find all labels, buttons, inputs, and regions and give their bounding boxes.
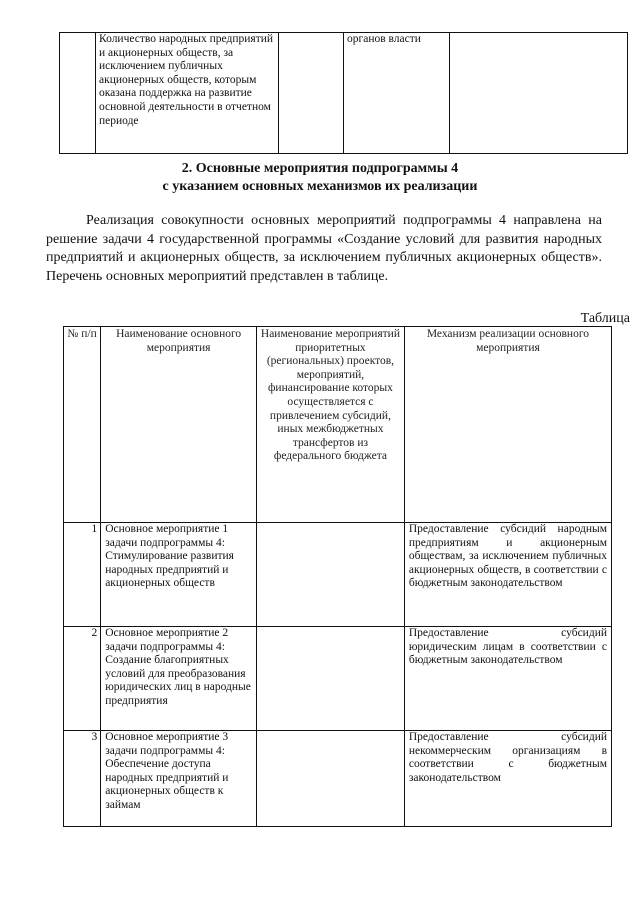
row-projects xyxy=(257,627,405,731)
row-number: 3 xyxy=(64,731,101,827)
table-cell-unit xyxy=(279,33,344,154)
row-mechanism: Предоставление субсидий некоммерческим организациям в соответствии с бюджетным законодательством xyxy=(404,731,611,827)
table-header-row xyxy=(64,327,612,523)
section-heading xyxy=(0,160,640,196)
row-name: Основное мероприятие 3 задачи подпрограммы 4: Обеспечение доступа народных предприятий и акционерных обществ к займам xyxy=(101,731,257,827)
header-projects: Наименование мероприятий приоритетных (региональных) проектов, мероприятий, финансирование которых осуществляется с привлечением субсидий, иных межбюджетных трансфертов из федерального бюджета xyxy=(257,327,405,523)
row-name: Основное мероприятие 1 задачи подпрограммы 4: Стимулирование развития народных предприятий и акционерных обществ xyxy=(101,523,257,627)
table-row xyxy=(60,33,628,154)
section-heading-line-1: 2. Основные мероприятия подпрограммы 4 xyxy=(181,161,459,176)
table-row xyxy=(64,523,612,627)
main-activities-table xyxy=(63,326,612,827)
table-row xyxy=(64,627,612,731)
body-paragraph: Реализация совокупности основных мероприятий подпрограммы 4 направлена на решение задачи 4 государственной программы «Создание условий для развития народных предприятий и акционерных обществ, за исключением публичных акционерных обществ». Перечень основных мероприятий представлен в таблице. xyxy=(46,213,602,284)
table-cell-note xyxy=(450,33,628,154)
header-mechanism: Механизм реализации основного мероприятия xyxy=(404,327,611,523)
row-mechanism: Предоставление субсидий юридическим лицам в соответствии с бюджетным законодательством xyxy=(404,627,611,731)
table-row xyxy=(64,731,612,827)
table-caption: Таблица xyxy=(580,311,630,326)
header-number: № п/п xyxy=(64,327,101,523)
row-projects xyxy=(257,731,405,827)
row-mechanism: Предоставление субсидий народным предприятиям и акционерным обществам, за исключением публичных акционерных обществ, в соответствии с бюджетным законодательством xyxy=(404,523,611,627)
row-number: 1 xyxy=(64,523,101,627)
row-number: 2 xyxy=(64,627,101,731)
row-name: Основное мероприятие 2 задачи подпрограммы 4: Создание благоприятных условий для преобразования юридических лиц в народные предприятия xyxy=(101,627,257,731)
header-name: Наименование основного мероприятия xyxy=(101,327,257,523)
table-cell-number xyxy=(60,33,96,154)
table-cell-indicator: Количество народных предприятий и акционерных обществ, за исключением публичных акционерных обществ, которым оказана поддержка на развитие основной деятельности в отчетном периоде xyxy=(96,33,279,154)
table-cell-source: органов власти xyxy=(344,33,450,154)
section-heading-line-2: с указанием основных механизмов их реализации xyxy=(162,179,478,194)
indicators-table-continuation xyxy=(59,32,628,154)
row-projects xyxy=(257,523,405,627)
